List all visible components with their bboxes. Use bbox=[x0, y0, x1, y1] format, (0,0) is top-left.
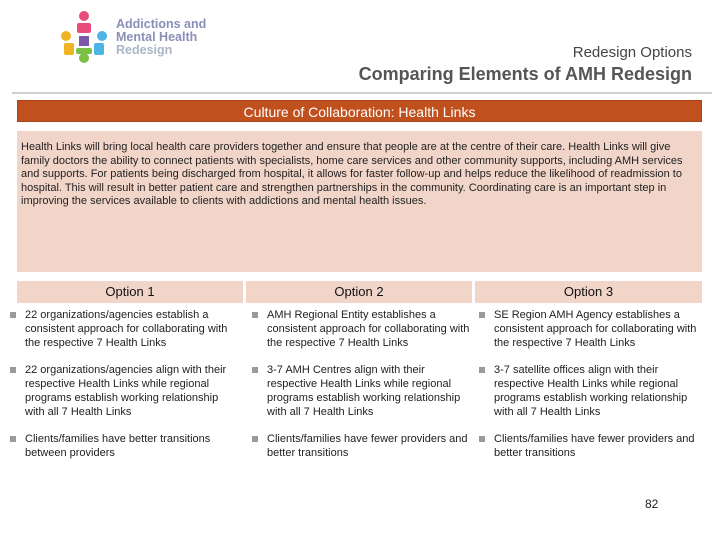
bullet-icon bbox=[10, 436, 16, 442]
option-1-heading: Option 1 bbox=[17, 281, 243, 303]
list-item-text: Clients/families have fewer providers and better transitions bbox=[267, 433, 468, 459]
list-item-text: SE Region AMH Agency establishes a consistent approach for collaborating with the respective 7 Health Links bbox=[494, 309, 697, 349]
bullet-icon bbox=[479, 312, 485, 318]
slide-subtitle: Redesign Options bbox=[572, 44, 692, 61]
list-item bbox=[478, 308, 700, 350]
option-2-heading: Option 2 bbox=[246, 281, 472, 303]
slide-title: Comparing Elements of AMH Redesign bbox=[358, 64, 692, 84]
bullet-icon bbox=[252, 312, 258, 318]
bullet-icon bbox=[10, 312, 16, 318]
list-item-text: 22 organizations/agencies establish a consistent approach for collaborating with the respective 7 Health Links bbox=[25, 309, 228, 349]
option-1-list bbox=[9, 306, 239, 460]
list-item-text: AMH Regional Entity establishes a consistent approach for collaborating with the respective 7 Health Links bbox=[267, 309, 470, 349]
logo-line: Redesign bbox=[116, 43, 173, 57]
bullet-icon bbox=[479, 436, 485, 442]
option-3-heading: Option 3 bbox=[475, 281, 702, 303]
bullet-icon bbox=[479, 367, 485, 373]
list-item bbox=[478, 363, 700, 419]
list-item bbox=[478, 432, 700, 460]
bullet-icon bbox=[252, 367, 258, 373]
section-banner: Culture of Collaboration: Health Links bbox=[17, 100, 702, 122]
bullet-icon bbox=[252, 436, 258, 442]
list-item bbox=[9, 432, 239, 460]
logo-line: Mental Health bbox=[116, 30, 198, 44]
logo-line: Addictions and bbox=[116, 17, 207, 31]
page-number: 82 bbox=[645, 497, 659, 511]
bullet-icon bbox=[10, 367, 16, 373]
list-item-text: 3-7 satellite offices align with their respective Health Links while regional programs establish working relationship with all 7 Health Links bbox=[494, 364, 688, 418]
list-item-text: Clients/families have fewer providers and better transitions bbox=[494, 433, 695, 459]
list-item bbox=[9, 363, 239, 419]
list-item-text: 3-7 AMH Centres align with their respective Health Links while regional programs establish working relationship with all 7 Health Links bbox=[267, 364, 461, 418]
logo bbox=[30, 8, 210, 70]
amh-logo-icon bbox=[54, 8, 114, 68]
list-item bbox=[251, 363, 473, 419]
description-panel: Health Links will bring local health care providers together and ensure that people are at the centre of their care. Health Links will give family doctors the ability to connect patients with specialists, home care services and other community supports, including AMH services and supports. For patients being discharged from hospital, it allows for faster follow-up and helps reduce the likelihood of readmission to hospital. This will result in better patient care and strengthen partnerships in the community. Coordinating care is an important step in improving the services available to clients with addictions and mental health issues. bbox=[17, 131, 702, 272]
logo-text bbox=[116, 18, 206, 57]
option-2-list bbox=[251, 306, 473, 460]
option-3-list bbox=[478, 306, 700, 460]
list-item-text: Clients/families have better transitions between providers bbox=[25, 433, 211, 459]
list-item-text: 22 organizations/agencies align with their respective Health Links while regional programs establish working relationship with all 7 Health Links bbox=[25, 364, 227, 418]
list-item bbox=[251, 308, 473, 350]
list-item bbox=[9, 308, 239, 350]
header-divider bbox=[12, 92, 712, 94]
list-item bbox=[251, 432, 473, 460]
